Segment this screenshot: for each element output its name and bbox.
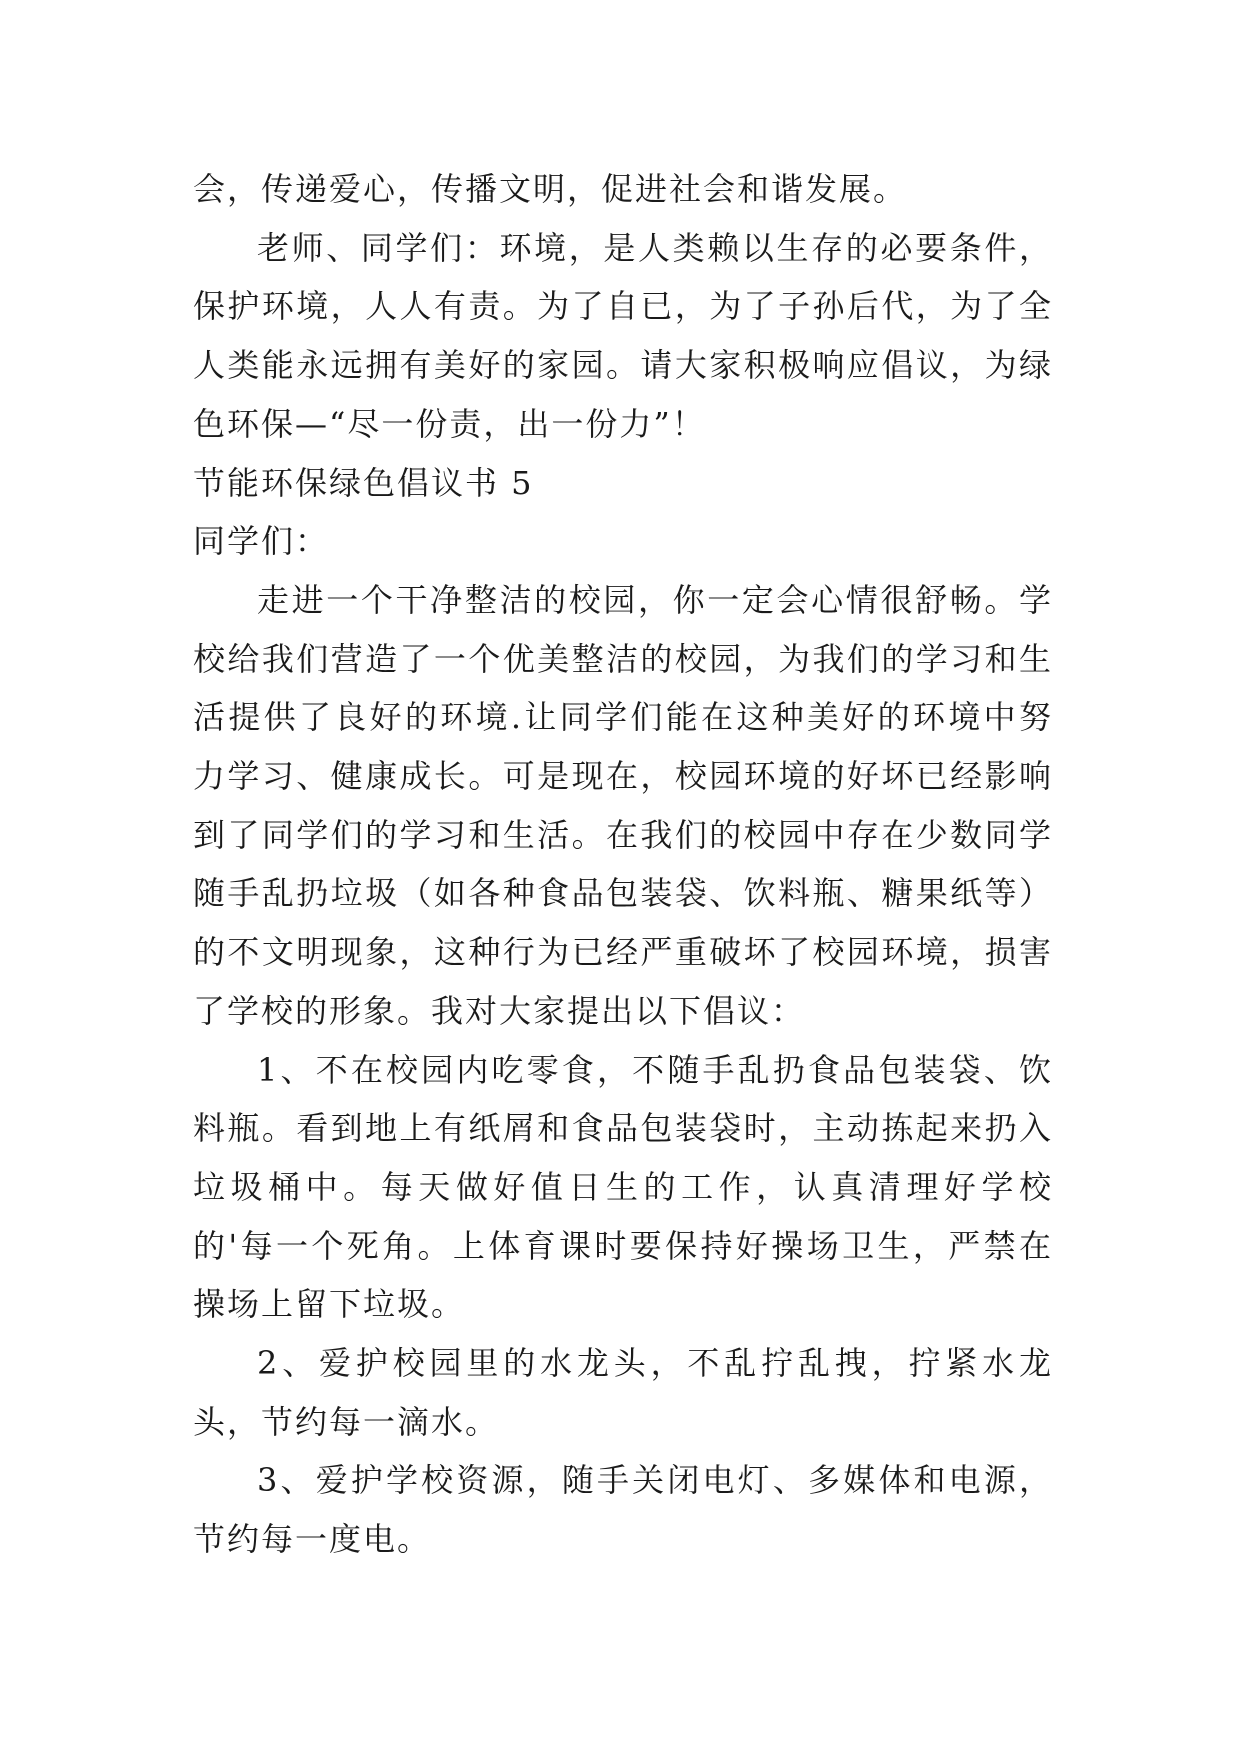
salutation: 同学们： [193,522,330,561]
proposal-item-3: 3、爱护学校资源，随手关闭电灯、多媒体和电源，节约每一度电。 [193,1461,1053,1559]
section-heading: 节能环保绿色倡议书 5 [193,463,534,502]
paragraph-intro: 走进一个干净整洁的校园，你一定会心情很舒畅。学校给我们营造了一个优美整洁的校园，为我们的学习和生活提供了良好的环境.让同学们能在这种美好的环境中努力学习、健康成长。可是现在，校园环境的好坏已经影响到了同学们的学习和生活。在我们的校园中存在少数同学随手乱扔垃圾（如各种食品包装袋、饮料瓶、糖果纸等）的不文明现象，这种行为已经严重破坏了校园环境，损害了学校的形象。我对大家提出以下倡议： [193,580,1053,1030]
paragraph-closing-appeal: 老师、同学们：环境，是人类赖以生存的必要条件，保护环境，人人有责。为了自已，为了子孙后代，为了全人类能永远拥有美好的家园。请大家积极响应倡议，为绿色环保—“尽一份责，出一份力”！ [193,228,1053,443]
proposal-item-2: 2、爱护校园里的水龙头，不乱拧乱拽，拧紧水龙头，节约每一滴水。 [193,1344,1053,1441]
document-page [193,160,1053,1569]
paragraph-continuation: 会，传递爱心，传播文明，促进社会和谐发展。 [193,170,908,208]
proposal-item-1: 1、不在校园内吃零食，不随手乱扔食品包装袋、饮料瓶。看到地上有纸屑和食品包装袋时，主动拣起来扔入垃圾桶中。每天做好值日生的工作，认真清理好学校的'每一个死角。上体育课时要保持好操场卫生，严禁在操场上留下垃圾。 [193,1050,1053,1324]
